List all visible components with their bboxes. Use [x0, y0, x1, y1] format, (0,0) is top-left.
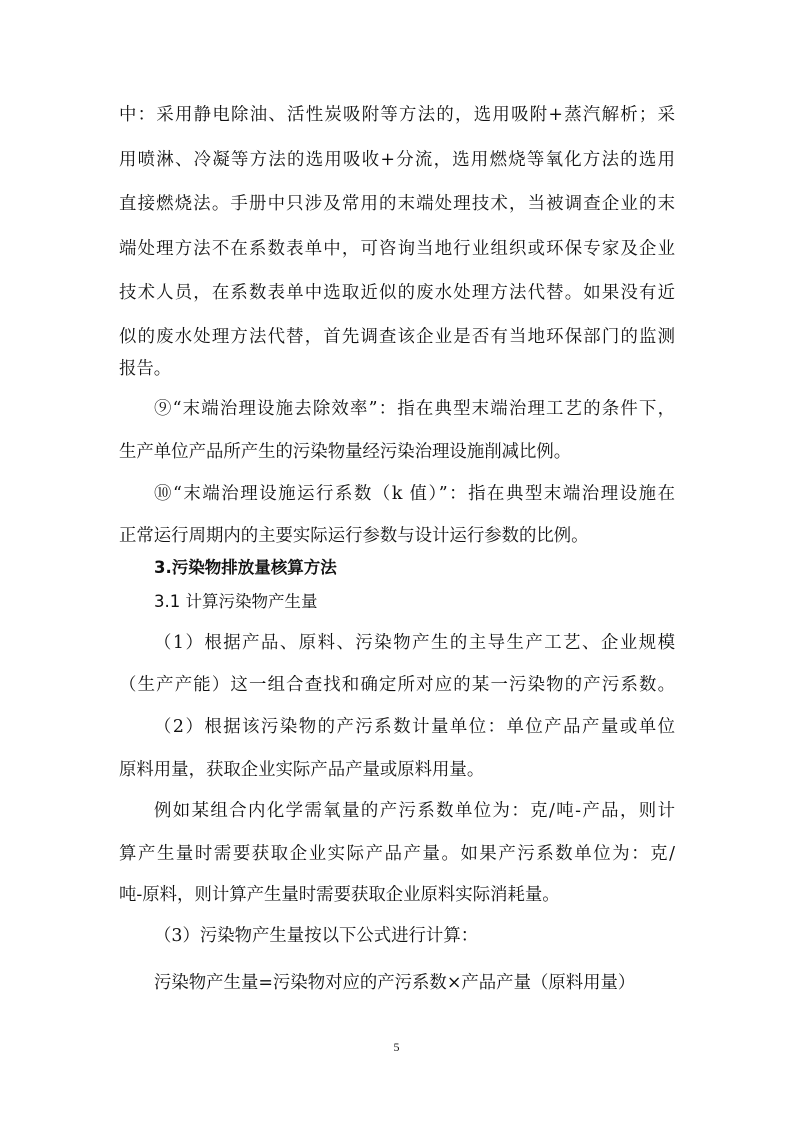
- text-line: ⑨“末端治理设施去除效率”：指在典型末端治理工艺的条件下，: [154, 399, 675, 419]
- text-line: 原料用量，获取企业实际产品产量或原料用量。: [119, 760, 485, 780]
- formula: 污染物产生量=污染物对应的产污系数×产品产量（原料用量）: [154, 973, 636, 993]
- text-line: 似的废水处理方法代替，首先调查该企业是否有当地环保部门的监测: [119, 327, 675, 347]
- text-line: （1）根据产品、原料、污染物产生的主导生产工艺、企业规模: [154, 633, 675, 653]
- text-line: （3）污染物产生量按以下公式进行计算：: [154, 926, 479, 946]
- text-line: 算产生量时需要获取企业实际产品产量。如果产污系数单位为：克/: [119, 844, 675, 864]
- section-heading: 3.污染物排放量核算方法: [154, 558, 337, 577]
- subsection-heading: 3.1 计算污染物产生量: [154, 592, 318, 611]
- text-line: 端处理方法不在系数表单中，可咨询当地行业组织或环保专家及企业: [119, 239, 675, 259]
- text-line: 例如某组合内化学需氧量的产污系数单位为：克/吨-产品，则计: [154, 801, 675, 821]
- text-line: 技术人员，在系数表单中选取近似的废水处理方法代替。如果没有近: [119, 283, 675, 303]
- text-line: 正常运行周期内的主要实际运行参数与设计运行参数的比例。: [119, 526, 589, 546]
- page-number: 5: [393, 1040, 400, 1054]
- text-line: ⑩“末端治理设施运行系数（k 值）”：指在典型末端治理设施在: [154, 484, 675, 504]
- text-line: 吨-原料，则计算产生量时需要获取企业原料实际消耗量。: [119, 885, 560, 905]
- text-line: 中：采用静电除油、活性炭吸附等方法的，选用吸附+蒸汽解析；采: [119, 105, 675, 125]
- text-line: 直接燃烧法。手册中只涉及常用的末端处理技术，当被调查企业的末: [119, 194, 675, 214]
- text-line: 生产单位产品所产生的污染物量经污染治理设施削减比例。: [119, 442, 572, 462]
- text-line: 报告。: [119, 359, 172, 379]
- text-line: （2）根据该污染物的产污系数计量单位：单位产品产量或单位: [154, 717, 675, 737]
- text-line: （生产产能）这一组合查找和确定所对应的某一污染物的产污系数。: [119, 675, 675, 695]
- text-line: 用喷淋、冷凝等方法的选用吸收+分流，选用燃烧等氧化方法的选用: [119, 150, 675, 170]
